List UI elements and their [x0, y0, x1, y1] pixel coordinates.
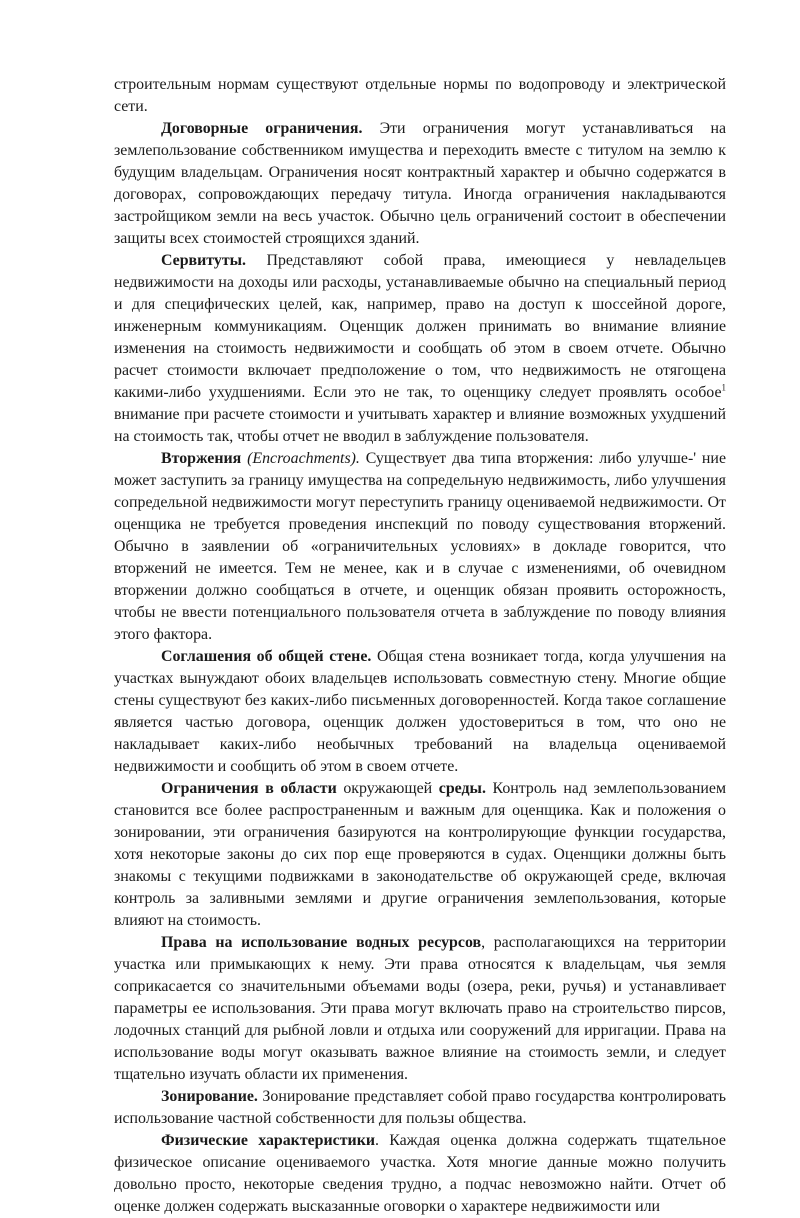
paragraph-heading: Соглашения об общей стене. [161, 648, 372, 665]
paragraph-physical-characteristics [114, 1130, 726, 1218]
paragraph-text: . Каждая оценка должна содержать тщательное физическое описание оцениваемого участка. Хотя многие данные можно получить довольно просто, некоторые сведения трудно, а подчас невозможно найти. Отчет об оценке должен содержать высказанные оговорки о характере недвижимости или [114, 1132, 726, 1215]
paragraph-heading: Вторжения [161, 450, 242, 467]
paragraph-heading: Права на использование водных ресурсов [161, 934, 482, 951]
paragraph-environmental [114, 778, 726, 932]
paragraph-text: Контроль над землепользованием становится все более распространенным и важным для оценщика. Как и положения о зонировании, эти ограничения базируются на контролирующие функции государства, хотя некоторые законы до сих пор еще проверяются в судах. Оценщики должны быть знакомы с текущими подвижками в законодательстве об окружающей среде, включая контроль за заливными землями и другие ограничения землепользования, которые влияют на стоимость. [114, 780, 726, 929]
paragraph-text: Зонирование представляет собой право государства контролировать использование частной собственности для пользы общества. [114, 1088, 726, 1127]
paragraph-text: Эти ограничения могут устанавливаться на землепользование собственником имущества и переходить вместе с титулом на землю к будущим владельцам. Ограничения носят контрактный характер и обычно содержатся в договорах, сопровождающих передачу титула. Иногда ограничения накладываются застройщиком земли на весь участок. Обычно цель ограничений состоит в обеспечении защиты всех стоимостей строящихся зданий. [114, 120, 727, 247]
paragraph-contract-restrictions [114, 118, 726, 250]
paragraph-text-continued: внимание при расчете стоимости и учитывать характер и влияние возможных ухудшений на стоимость так, чтобы отчет не вводил в заблуждение пользователя. [114, 406, 726, 445]
paragraph-party-wall [114, 646, 726, 778]
paragraph-text: Существует два типа вторжения: либо улучше-' ние может заступить за границу имущества на сопредельную недвижимость, либо улучшения сопредельной недвижимости могут переступить границу оцениваемой недвижимости. От оценщика не требуется проведения инспекций по поводу существования вторжений. Обычно в заявлении об «ограничительных условиях» в докладе говорится, что вторжений не имеется. Тем не менее, как и в случае с изменениями, об очевидном вторжении должно сообщаться в отчете, и оценщик обязан проявить осторожность, чтобы не ввести потенциального пользователя отчета в заблуждение по поводу влияния этого фактора. [114, 450, 726, 643]
paragraph-heading-end: среды. [438, 780, 486, 797]
paragraph-intro [114, 74, 726, 118]
paragraph-heading: Ограничения в области [161, 780, 337, 797]
paragraph-heading: Зонирование. [161, 1088, 258, 1105]
paragraph-text: Общая стена возникает тогда, когда улучшения на участках вынуждают обоих владельцев использовать совместную стену. Многие общие стены существуют без каких-либо письменных договоренностей. Когда такое соглашение является частью договора, оценщик должен удостовериться в том, что оно не накладывает каких-либо необычных требований на владельца оцениваемой недвижимости и сообщить об этом в своем отчете. [114, 648, 727, 775]
paragraph-heading: Физические характеристики [161, 1132, 376, 1149]
document-page [114, 74, 726, 1218]
paragraph-servitudes [114, 250, 726, 448]
paragraph-heading: Сервитуты. [161, 252, 247, 269]
paragraph-heading: Договорные ограничения. [161, 120, 363, 137]
paragraph-text: строительным нормам существуют отдельные нормы по водопроводу и электрической сети. [114, 76, 726, 115]
paragraph-text: , располагающихся на территории участка или примыкающих к нему. Эти права относятся к владельцам, чья земля соприкасается со значительными объемами воды (озера, реки, ручья) и устанавливает параметры ее использования. Эти права могут включать право на строительство пирсов, лодочных станций для рыбной ловли и отдыха или сооружений для ирригации. Права на использование воды могут оказывать важное влияние на стоимость земли, и следует тщательно изучать области их применения. [114, 934, 726, 1083]
paragraph-water-rights [114, 932, 726, 1086]
paragraph-text: Представляют собой права, имеющиеся у невладельцев недвижимости на доходы или расходы, устанавливаемые обычно на специальный период и для специфических целей, как, например, право на доступ к шоссейной дороге, инженерным коммуникациям. Оценщик должен принимать во внимание влияние изменения на стоимость недвижимости и сообщать об этом в своем отчете. Обычно расчет стоимости включает предположение о том, что недвижимость не отягощена какими-либо ухудшениями. Если это не так, то оценщику следует проявлять особое [114, 252, 726, 401]
paragraph-zoning [114, 1086, 726, 1130]
footnote-marker: 1 [721, 382, 726, 393]
paragraph-encroachments [114, 448, 726, 646]
paragraph-heading-middle: окружающей [336, 780, 439, 797]
paragraph-heading-english: (Encroachments). [241, 450, 360, 467]
